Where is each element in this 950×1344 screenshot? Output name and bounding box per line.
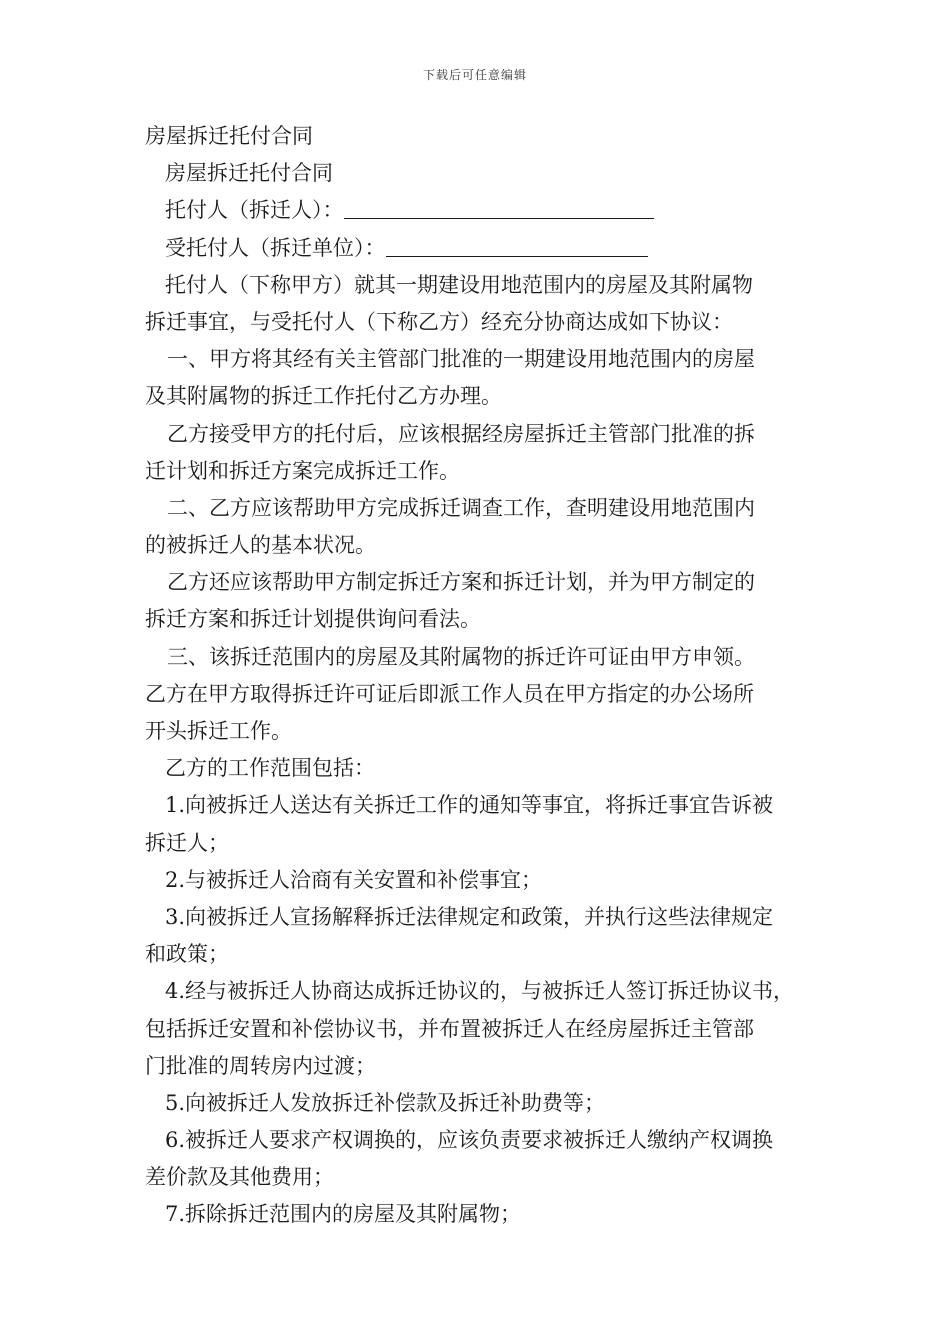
list-item-continuation: 差价款及其他费用； [145,1165,334,1190]
list-item: 2.与被拆迁人洽商有关安置和补偿事宜； [165,867,543,892]
scope-heading: 乙方的工作范围包括： [165,756,375,781]
party-a-label: 托付人（拆迁人）： [165,198,344,223]
list-item: 3.向被拆迁人宣扬解释拆迁法律规定和政策，并执行这些法律规定 [165,904,774,929]
list-item: 1.向被拆迁人送达有关拆迁工作的通知等事宜，将拆迁事宜告诉被 [165,793,774,818]
paragraph-line: 拆迁事宜，与受托付人（下称乙方）经充分协商达成如下协议： [145,309,733,334]
list-item-continuation: 包括拆迁安置和补偿协议书，并布置被拆迁人在经房屋拆迁主管部 [145,1016,754,1041]
paragraph-line: 迁计划和拆迁方案完成拆迁工作。 [145,458,460,483]
clause-one-line: 及其附属物的拆迁工作托付乙方办理。 [145,384,502,409]
paragraph-line: 乙方还应该帮助甲方制定拆迁方案和拆迁计划，并为甲方制定的 [167,570,755,595]
clause-two-line: 的被拆迁人的基本状况。 [145,533,376,558]
clause-one-line: 一、甲方将其经有关主管部门批准的一期建设用地范围内的房屋 [167,347,755,372]
party-a-blank-field [344,196,654,219]
list-item: 4.经与被拆迁人协商达成拆迁协议的，与被拆迁人签订拆迁协议书， [165,979,795,1004]
list-item-continuation: 拆迁人； [145,830,229,855]
header-note: 下载后可任意编辑 [422,68,527,82]
list-item: 5.向被拆迁人发放拆迁补偿款及拆迁补助费等； [165,1090,606,1115]
paragraph-line: 拆迁方案和拆迁计划提供询问看法。 [145,607,481,632]
list-item-continuation: 门批准的周转房内过渡； [145,1053,376,1078]
clause-three-line: 三、该拆迁范围内的房屋及其附属物的拆迁许可证由甲方申领。 [167,644,755,669]
party-b-label: 受托付人（拆迁单位）： [165,235,386,260]
party-b-blank-field [386,234,648,257]
clause-three-line: 开头拆迁工作。 [145,719,292,743]
list-item: 6.被拆迁人要求产权调换的，应该负责要求被拆迁人缴纳产权调换 [165,1128,774,1153]
contract-body [145,118,817,1234]
paragraph-line: 托付人（下称甲方）就其一期建设用地范围内的房屋及其附属物 [165,272,753,297]
list-item: 7.拆除拆迁范围内的房屋及其附属物； [165,1202,522,1227]
list-item-continuation: 和政策； [145,942,229,967]
party-b-line [145,230,817,267]
clause-two-line: 二、乙方应该帮助甲方完成拆迁调查工作，查明建设用地范围内 [167,495,755,520]
paragraph-line: 乙方接受甲方的托付后，应该根据经房屋拆迁主管部门批准的拆 [167,421,755,446]
party-a-line [145,192,817,229]
document-title: 房屋拆迁托付合同 [145,124,313,148]
clause-three-line: 乙方在甲方取得拆迁许可证后即派工作人员在甲方指定的办公场所 [145,681,754,706]
contract-subtitle: 房屋拆迁托付合同 [165,161,333,186]
